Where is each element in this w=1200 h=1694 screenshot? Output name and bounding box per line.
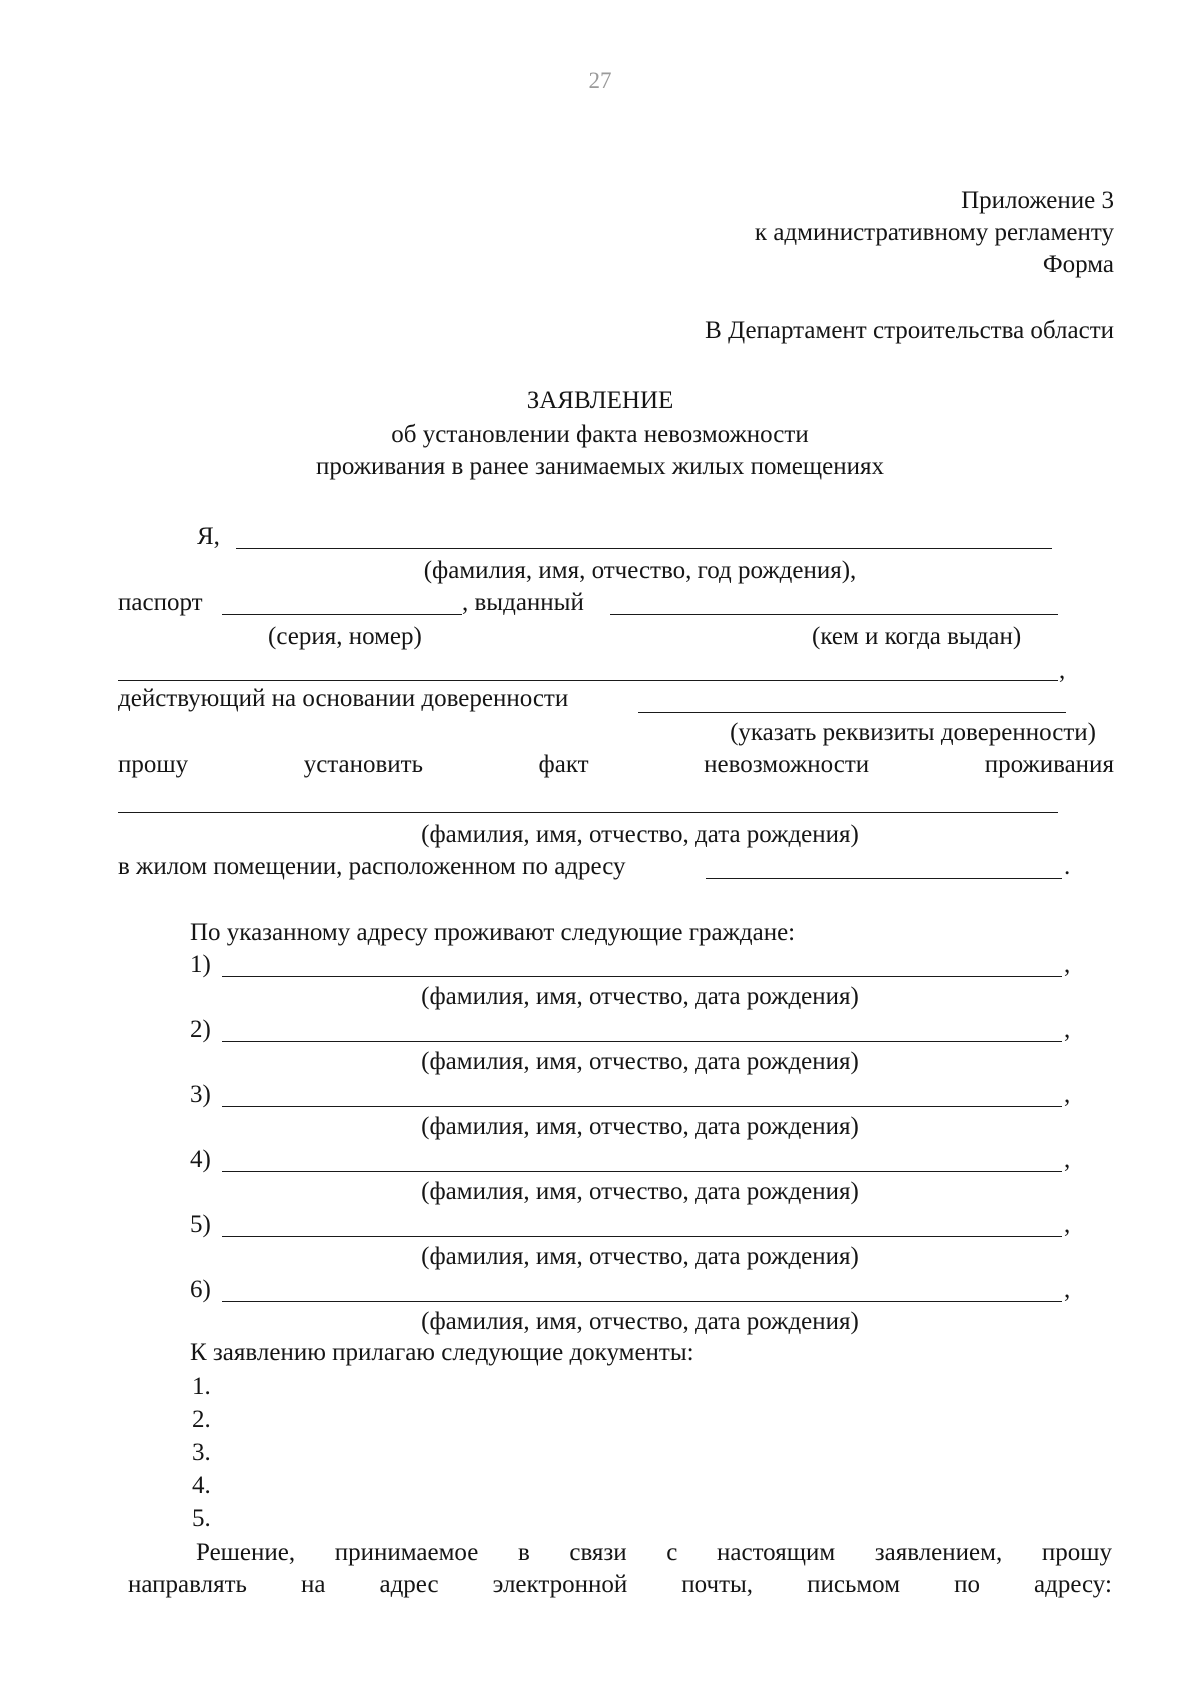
document-subtitle-1: об установлении факта невозможности [391, 421, 809, 448]
resident-name-line[interactable] [222, 1301, 1062, 1302]
document-title: ЗАЯВЛЕНИЕ [526, 387, 674, 414]
passport-issued-continuation-line[interactable] [118, 680, 1058, 681]
decision-word: по [954, 1571, 980, 1598]
resident-hint: (фамилия, имя, отчество, дата рождения) [421, 1048, 859, 1075]
issued-label: , выданный [462, 589, 584, 616]
decision-word: на [300, 1571, 326, 1598]
decision-word: направлять [128, 1571, 247, 1598]
resident-comma: , [1064, 1211, 1071, 1238]
applicant-name-hint: (фамилия, имя, отчество, год рождения), [423, 557, 857, 584]
request-word: прошу [118, 751, 189, 778]
resident-name-line[interactable] [222, 1171, 1062, 1172]
resident-hint: (фамилия, имя, отчество, дата рождения) [421, 1243, 859, 1270]
passport-number-hint: (серия, номер) [268, 623, 422, 650]
decision-word: почты, [681, 1571, 754, 1598]
document-item: 1. [192, 1373, 211, 1400]
resident-comma: , [1064, 951, 1071, 978]
decision-line-1 [196, 1538, 1112, 1568]
address-line[interactable] [706, 878, 1062, 879]
document-item: 2. [192, 1406, 211, 1433]
resident-number: 4) [190, 1146, 211, 1173]
resident-number: 3) [190, 1081, 211, 1108]
request-word: факт [538, 751, 589, 778]
document-item: 4. [192, 1472, 211, 1499]
decision-word: настоящим [717, 1539, 836, 1566]
passport-issued-line[interactable] [610, 614, 1058, 615]
resident-hint: (фамилия, имя, отчество, дата рождения) [421, 1178, 859, 1205]
resident-hint: (фамилия, имя, отчество, дата рождения) [421, 1113, 859, 1140]
resident-comma: , [1064, 1146, 1071, 1173]
decision-word: Решение, [196, 1539, 296, 1566]
resident-hint: (фамилия, имя, отчество, дата рождения) [421, 983, 859, 1010]
document-subtitle-2: проживания в ранее занимаемых жилых помещениях [316, 453, 884, 480]
decision-word: в [517, 1539, 530, 1566]
decision-word: адрес [379, 1571, 439, 1598]
decision-word: связи [569, 1539, 627, 1566]
decision-line-2 [128, 1570, 1112, 1600]
resident-number: 6) [190, 1276, 211, 1303]
decision-word: принимаемое [334, 1539, 479, 1566]
page-number: 27 [588, 68, 612, 93]
documents-intro: К заявлению прилагаю следующие документы: [190, 1339, 694, 1366]
comma: , [1059, 657, 1066, 684]
passport-number-line[interactable] [222, 614, 462, 615]
resident-number: 1) [190, 951, 211, 978]
regulation-label: к административному регламенту [754, 219, 1114, 246]
address-label: в жилом помещении, расположенном по адресу [118, 853, 626, 880]
decision-word: адресу: [1034, 1571, 1112, 1598]
request-line [118, 750, 1114, 780]
request-word: проживания [984, 751, 1114, 778]
request-word: установить [303, 751, 423, 778]
residents-intro: По указанному адресу проживают следующие граждане: [190, 919, 796, 946]
decision-word: с [666, 1539, 678, 1566]
acting-by-poa-label: действующий на основании доверенности [118, 685, 569, 712]
resident-name-line[interactable] [222, 976, 1062, 977]
document-item: 3. [192, 1439, 211, 1466]
resident-name-line[interactable] [222, 1106, 1062, 1107]
resident-comma: , [1064, 1081, 1071, 1108]
resident-number: 2) [190, 1016, 211, 1043]
form-label: Форма [1042, 251, 1114, 278]
recipient: В Департамент строительства области [705, 317, 1114, 344]
request-word: невозможности [704, 751, 870, 778]
decision-word: электронной [492, 1571, 628, 1598]
decision-word: заявлением, [874, 1539, 1003, 1566]
ya-label: Я, [197, 523, 220, 550]
document-item: 5. [192, 1505, 211, 1532]
poa-details-line[interactable] [638, 712, 1066, 713]
passport-label: паспорт [118, 589, 203, 616]
resident-hint: (фамилия, имя, отчество, дата рождения) [421, 1308, 859, 1335]
poa-details-hint: (указать реквизиты доверенности) [730, 719, 1096, 746]
resident-comma: , [1064, 1016, 1071, 1043]
decision-word: письмом [807, 1571, 901, 1598]
resident-name-line[interactable] [222, 1041, 1062, 1042]
period: . [1064, 853, 1071, 880]
person-name-hint: (фамилия, имя, отчество, дата рождения) [421, 821, 859, 848]
resident-number: 5) [190, 1211, 211, 1238]
resident-comma: , [1064, 1276, 1071, 1303]
decision-word: прошу [1041, 1539, 1112, 1566]
passport-issued-hint: (кем и когда выдан) [812, 623, 1022, 650]
appendix-label: Приложение 3 [961, 187, 1114, 214]
person-name-line[interactable] [118, 812, 1058, 813]
resident-name-line[interactable] [222, 1236, 1062, 1237]
applicant-name-line[interactable] [236, 548, 1052, 549]
